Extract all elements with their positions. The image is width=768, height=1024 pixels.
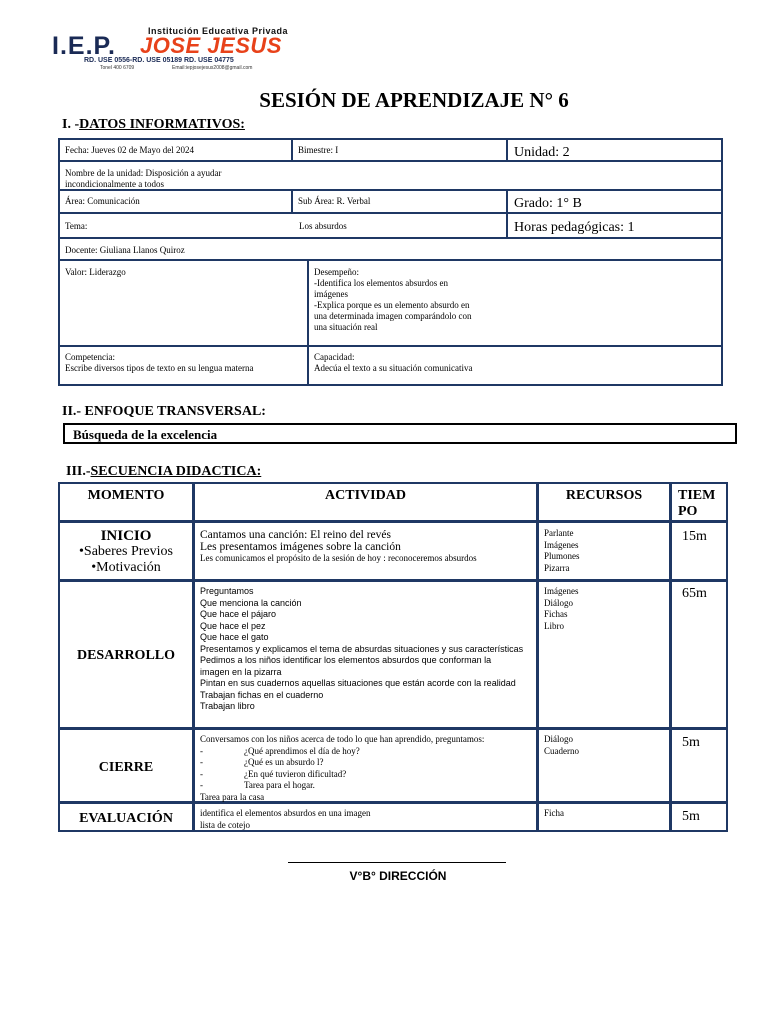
cell-desempeno <box>307 259 723 347</box>
cell-subarea <box>291 189 508 214</box>
signature-line <box>288 862 506 863</box>
desarrollo-act-8: imagen en la pizarra <box>200 666 282 677</box>
grid-line <box>58 520 728 523</box>
horas-text: Horas pedagógicas: 1 <box>514 220 635 235</box>
logo-iep: I.E.P. <box>52 32 116 60</box>
grado-text: Grado: 1° B <box>514 196 582 211</box>
tema-label: Tema: <box>65 221 88 231</box>
document-title: SESIÓN DE APRENDIZAJE N° 6 <box>259 88 569 112</box>
section-3-label: SECUENCIA DIDACTICA: <box>90 464 262 479</box>
recursos-evaluacion <box>544 808 564 820</box>
cierre-item-text: ¿En qué tuvieron dificultad? <box>244 768 347 779</box>
inicio-title: INICIO <box>100 528 152 544</box>
logo-school-name: JOSE JESUS <box>140 33 282 58</box>
enfoque-box <box>63 423 737 444</box>
actividad-desarrollo <box>200 586 523 713</box>
desempeno-line-5: una determinada imagen comparándolo con <box>314 311 472 321</box>
grid-line <box>726 482 728 832</box>
header-recursos: RECURSOS <box>565 488 643 503</box>
tiempo-evaluacion: 5m <box>682 809 700 824</box>
cell-capacidad <box>307 345 723 386</box>
competencia-line-2: Escribe diversos tipos de texto en su lengua materna <box>65 363 254 373</box>
area-text: Área: Comunicación <box>65 196 140 206</box>
grid-line <box>58 482 728 484</box>
bimestre-text: Bimestre: I <box>298 145 339 155</box>
cell-area <box>58 189 293 214</box>
inicio-motivacion: •Motivación <box>91 560 161 575</box>
cell-competencia <box>58 345 309 386</box>
logo-rd-numbers: RD. USE 0556-RD. USE 05189 RD. USE 04775 <box>84 57 234 64</box>
desarrollo-act-11: Trabajan libro <box>200 701 255 711</box>
header-tiempo-line-2: PO <box>678 504 698 519</box>
desarrollo-act-4: Que hace el pez <box>200 620 266 631</box>
desarrollo-act-6: Presentamos y explicamos el tema de absurdas situaciones y sus características <box>200 643 524 654</box>
desarrollo-act-7: Pedimos a los niños identificar los elementos absurdos que conforman la <box>200 655 492 665</box>
desarrollo-rec-4: Libro <box>544 620 564 631</box>
cell-fecha <box>58 138 293 162</box>
nombre-line-1: Nombre de la unidad: Disposición a ayudar <box>65 168 222 178</box>
recursos-inicio <box>544 528 580 574</box>
desarrollo-act-10: Trabajan fichas en el cuaderno <box>200 689 324 700</box>
inicio-rec-2: Imágenes <box>544 539 579 550</box>
evaluacion-act-2: lista de cotejo <box>200 819 250 830</box>
desarrollo-act-3: Que hace el pájaro <box>200 609 277 619</box>
logo-phone: Tonel 400 6709 <box>100 65 135 71</box>
section-1-label: DATOS INFORMATIVOS: <box>79 117 245 132</box>
desempeno-line-1: Desempeño: <box>314 267 359 277</box>
evaluacion-act-1: identifica el elementos absurdos en una imagen <box>200 808 371 818</box>
header-tiempo-line-1: TIEM <box>678 488 716 503</box>
tiempo-desarrollo: 65m <box>682 586 707 601</box>
desarrollo-rec-3: Fichas <box>544 609 568 619</box>
cierre-rec-1: Diálogo <box>544 734 573 744</box>
inicio-saberes: •Saberes Previos <box>79 544 173 559</box>
grid-line <box>669 482 672 832</box>
desarrollo-act-5: Que hace el gato <box>200 632 269 642</box>
grid-line <box>192 482 195 832</box>
inicio-act-2: Les presentamos imágenes sobre la canción <box>200 541 401 553</box>
desarrollo-act-9: Pintan en sus cuadernos aquellas situaciones que están acorde con la realidad <box>200 678 516 688</box>
grid-line <box>58 727 728 730</box>
cierre-item <box>200 769 484 781</box>
header-momento: MOMENTO <box>87 488 165 503</box>
actividad-inicio <box>200 529 477 565</box>
desarrollo-rec-1: Imágenes <box>544 586 579 596</box>
cierre-item-text: ¿Qué aprendimos el día de hoy? <box>244 745 360 756</box>
cierre-item <box>200 746 484 758</box>
evaluacion-rec-1: Ficha <box>544 808 564 818</box>
cierre-intro: Conversamos con los niños acerca de todo lo que han aprendido, preguntamos: <box>200 734 485 744</box>
cierre-rec-2: Cuaderno <box>544 745 579 756</box>
unidad-text: Unidad: 2 <box>514 145 570 160</box>
cell-horas <box>506 212 723 239</box>
inicio-rec-3: Plumones <box>544 551 580 561</box>
cierre-item-dash: - <box>200 780 203 790</box>
inicio-rec-1: Parlante <box>544 528 574 538</box>
recursos-desarrollo <box>544 586 578 632</box>
cierre-item <box>200 780 484 792</box>
cell-grado <box>506 189 723 214</box>
signature-label: V°B° DIRECCIÓN <box>349 869 447 883</box>
desempeno-line-6: una situación real <box>314 322 378 332</box>
momento-evaluacion: EVALUACIÓN <box>79 811 173 826</box>
cell-nombre-unidad <box>58 160 723 191</box>
nombre-line-2: incondicionalmente a todos <box>65 179 164 189</box>
cierre-item-dash: - <box>200 768 203 779</box>
cierre-tarea: Tarea para la casa <box>200 791 265 802</box>
header-tiempo <box>672 488 726 520</box>
section-3-number: III.- <box>66 464 91 479</box>
cell-valor <box>58 259 309 347</box>
capacidad-line-2: Adecúa el texto a su situación comunicativa <box>314 363 473 373</box>
subarea-text: Sub Área: R. Verbal <box>298 196 371 206</box>
logo-email: Email:iepjosejesus2008@gmail.com <box>172 65 253 71</box>
cierre-item-text: Tarea para el hogar. <box>244 780 315 790</box>
desempeno-line-4: -Explica porque es un elemento absurdo en <box>314 300 470 310</box>
cell-unidad <box>506 138 723 162</box>
fecha-text: Fecha: Jueves 02 de Mayo del 2024 <box>65 145 194 155</box>
inicio-act-1: Cantamos una canción: El reino del revés <box>200 529 391 541</box>
momento-inicio <box>60 528 192 576</box>
desempeno-line-2: -Identifica los elementos absurdos en <box>314 278 448 288</box>
cierre-item-dash: - <box>200 745 203 756</box>
competencia-line-1: Competencia: <box>65 352 115 362</box>
cell-bimestre <box>291 138 508 162</box>
desarrollo-act-1: Preguntamos <box>200 586 254 596</box>
desempeno-line-3: imágenes <box>314 289 348 299</box>
inicio-rec-4: Pizarra <box>544 562 570 573</box>
logo-institution: Institución Educativa Privada <box>148 26 289 36</box>
cierre-item-text: ¿Qué es un absurdo l? <box>244 757 324 767</box>
capacidad-line-1: Capacidad: <box>314 352 355 362</box>
section-2-heading: II.- ENFOQUE TRANSVERSAL: <box>62 404 266 419</box>
docente-text: Docente: Giuliana Llanos Quiroz <box>65 245 185 255</box>
momento-desarrollo: DESARROLLO <box>76 648 176 663</box>
desarrollo-act-2: Que menciona la canción <box>200 597 302 608</box>
tiempo-cierre: 5m <box>682 735 700 750</box>
actividad-cierre <box>200 734 484 803</box>
cell-tema <box>58 212 508 239</box>
section-3-heading <box>66 464 261 480</box>
section-1-number: I. - <box>62 117 80 132</box>
cierre-item <box>200 757 484 769</box>
momento-cierre: CIERRE <box>98 760 154 775</box>
actividad-evaluacion <box>200 808 370 831</box>
enfoque-value: Búsqueda de la excelencia <box>73 427 218 442</box>
sequence-table <box>58 482 728 832</box>
section-1-heading <box>62 117 245 133</box>
desarrollo-rec-2: Diálogo <box>544 597 573 608</box>
inicio-act-3: Les comunicamos el propósito de la sesión de hoy : reconoceremos absurdos <box>200 553 477 563</box>
tiempo-inicio: 15m <box>682 529 707 544</box>
valor-text: Valor: Liderazgo <box>65 267 126 277</box>
header-actividad: ACTIVIDAD <box>325 488 406 503</box>
grid-line <box>536 482 539 832</box>
recursos-cierre <box>544 734 579 757</box>
cell-docente <box>58 237 723 261</box>
grid-line <box>58 830 728 832</box>
cierre-item-dash: - <box>200 757 203 767</box>
tema-value: Los absurdos <box>299 221 347 231</box>
grid-line <box>58 579 728 582</box>
